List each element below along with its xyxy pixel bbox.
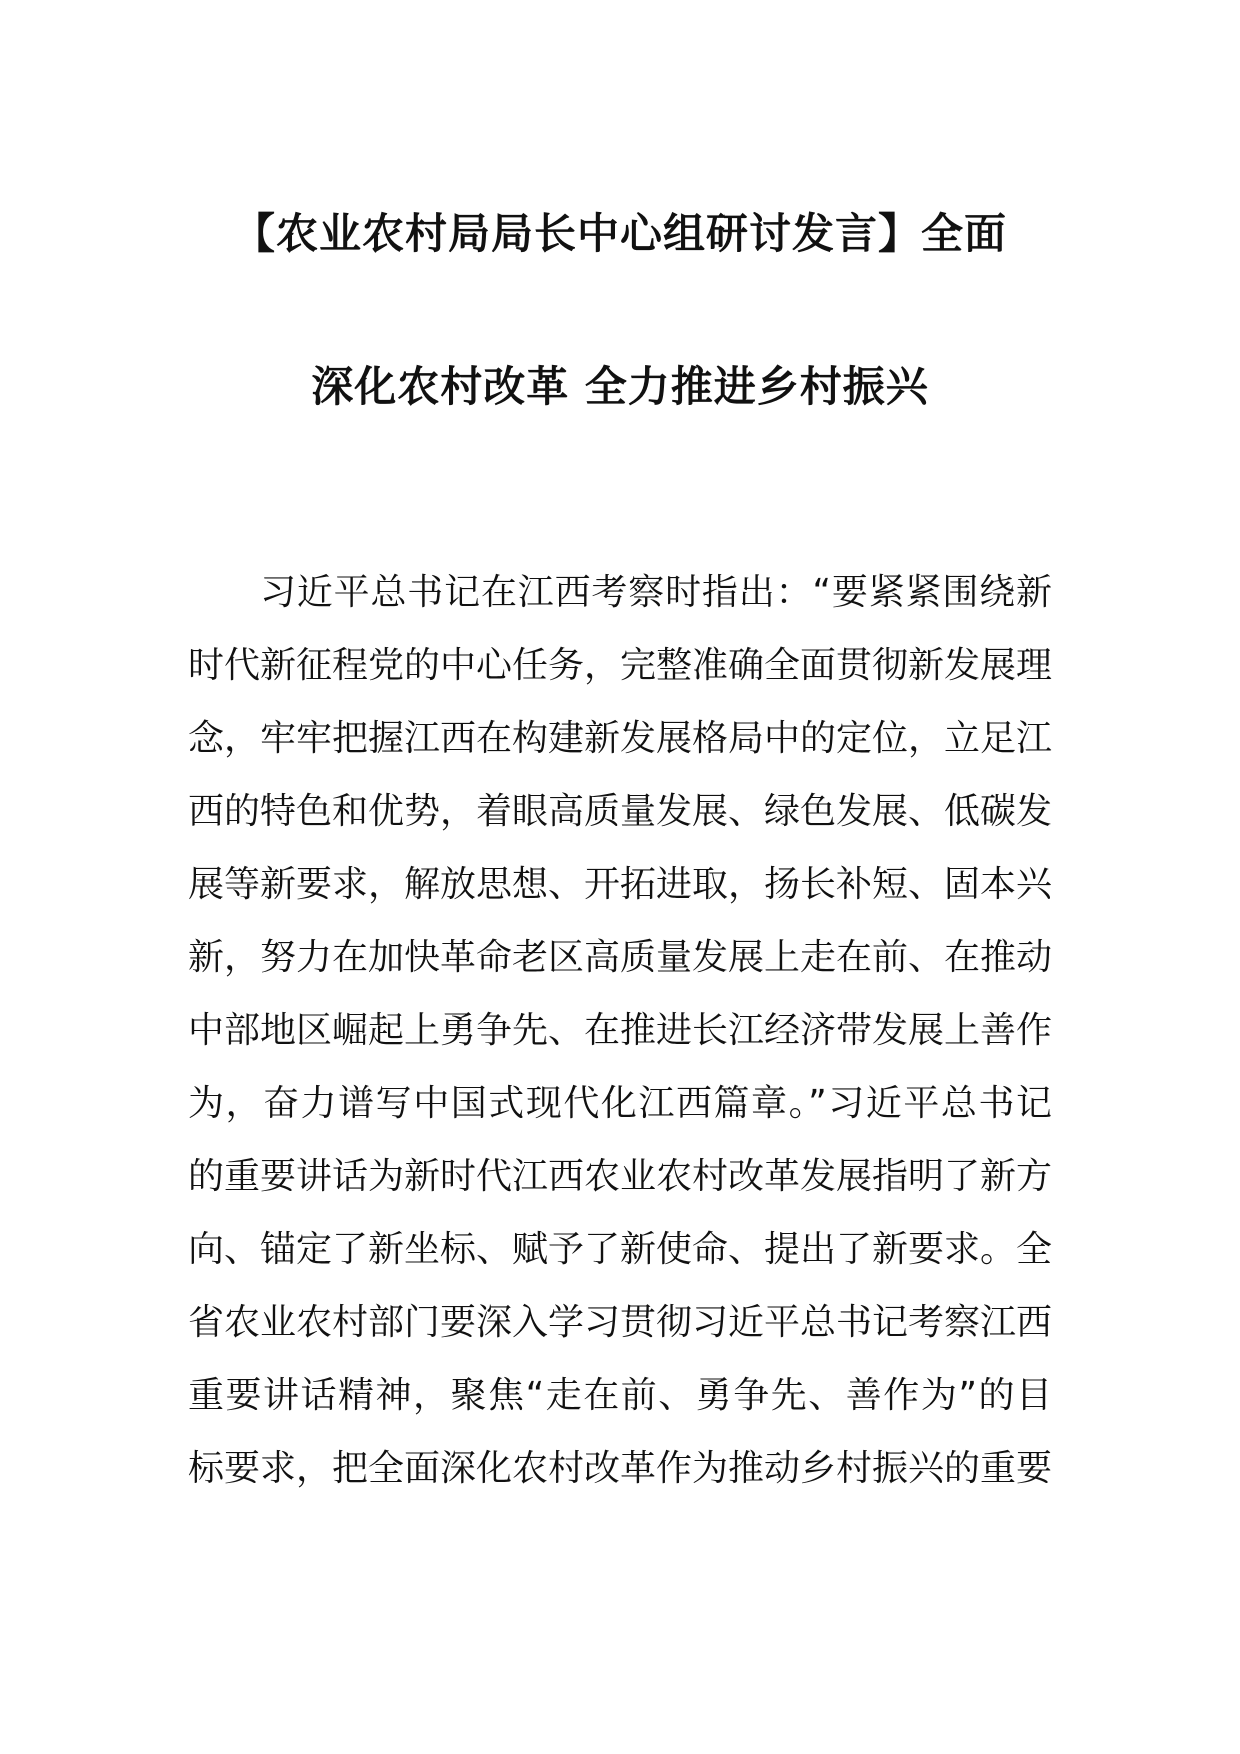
body-line-13: 标要求，把全面深化农村改革作为推动乡村振兴的重要 bbox=[188, 1448, 1053, 1489]
body-line-1: 习近平总书记在江西考察时指出：“要紧紧围绕新 bbox=[260, 572, 1052, 613]
body-line-2: 时代新征程党的中心任务，完整准确全面贯彻新发展理 bbox=[188, 645, 1053, 686]
body-line-5: 展等新要求，解放思想、开拓进取，扬长补短、固本兴 bbox=[188, 864, 1053, 905]
body-line-6: 新，努力在加快革命老区高质量发展上走在前、在推动 bbox=[188, 937, 1053, 978]
body-line-10: 向、锚定了新坐标、赋予了新使命、提出了新要求。全 bbox=[188, 1229, 1053, 1270]
body-line-7: 中部地区崛起上勇争先、在推进长江经济带发展上善作 bbox=[188, 1010, 1053, 1051]
body-line-3: 念，牢牢把握江西在构建新发展格局中的定位，立足江 bbox=[188, 718, 1053, 759]
document-title-line-2: 深化农村改革 全力推进乡村振兴 bbox=[311, 362, 929, 411]
body-line-12: 重要讲话精神，聚焦“走在前、勇争先、善作为”的目 bbox=[188, 1375, 1052, 1416]
body-line-4: 西的特色和优势，着眼高质量发展、绿色发展、低碳发 bbox=[188, 791, 1053, 832]
document-title-line-1: 【农业农村局局长中心组研讨发言】全面 bbox=[232, 209, 1007, 258]
body-line-8: 为，奋力谱写中国式现代化江西篇章。”习近平总书记 bbox=[188, 1083, 1052, 1124]
body-line-9: 的重要讲话为新时代江西农业农村改革发展指明了新方 bbox=[188, 1156, 1053, 1197]
body-line-11: 省农业农村部门要深入学习贯彻习近平总书记考察江西 bbox=[188, 1302, 1053, 1343]
